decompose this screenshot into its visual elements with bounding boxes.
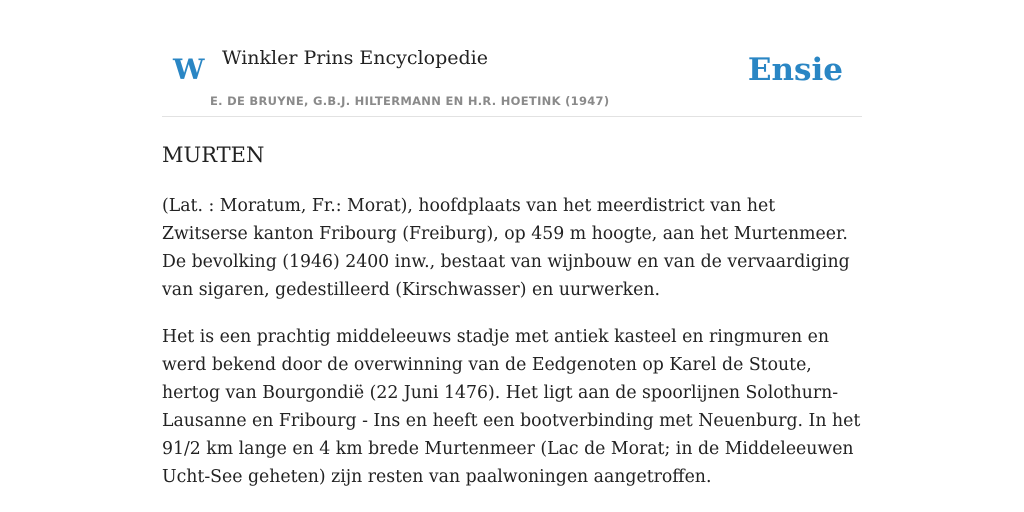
winkler-prins-logo[interactable]: W: [173, 53, 205, 86]
ensie-brand-logo[interactable]: Ensie: [747, 52, 843, 88]
publication-title-link[interactable]: Winkler Prins Encyclopedie: [222, 47, 488, 69]
entry-title: MURTEN: [162, 143, 265, 167]
entry-paragraph: (Lat. : Moratum, Fr.: Morat), hoofdplaats van het meerdistrict van het Zwitserse kanton Fribourg (Freiburg), op 459 m hoogte, aan het Murtenmeer. De bevolking (1946) 2400 inw., bestaat van wijnbouw en van de vervaardiging van sigaren, gedestilleerd (Kirschwasser) en uurwerken.: [162, 196, 850, 300]
authors-line: E. DE BRUYNE, G.B.J. HILTERMANN EN H.R. HOETINK (1947): [210, 94, 610, 108]
page-header: [162, 0, 862, 117]
entry-paragraph: Het is een prachtig middeleeuws stadje met antiek kasteel en ringmuren en werd bekend door de overwinning van de Eedgenoten op Karel de Stoute, hertog van Bourgondië (22 Juni 1476). Het ligt aan de spoorlijnen Solothurn-Lausanne en Fribourg - Ins en heeft een bootverbinding met Neuenburg. In het 91/2 km lange en 4 km brede Murtenmeer (Lac de Morat; in de Middeleeuwen Ucht-See geheten) zijn resten van paalwoningen aangetroffen.: [162, 327, 861, 487]
entry-body: [162, 192, 862, 510]
